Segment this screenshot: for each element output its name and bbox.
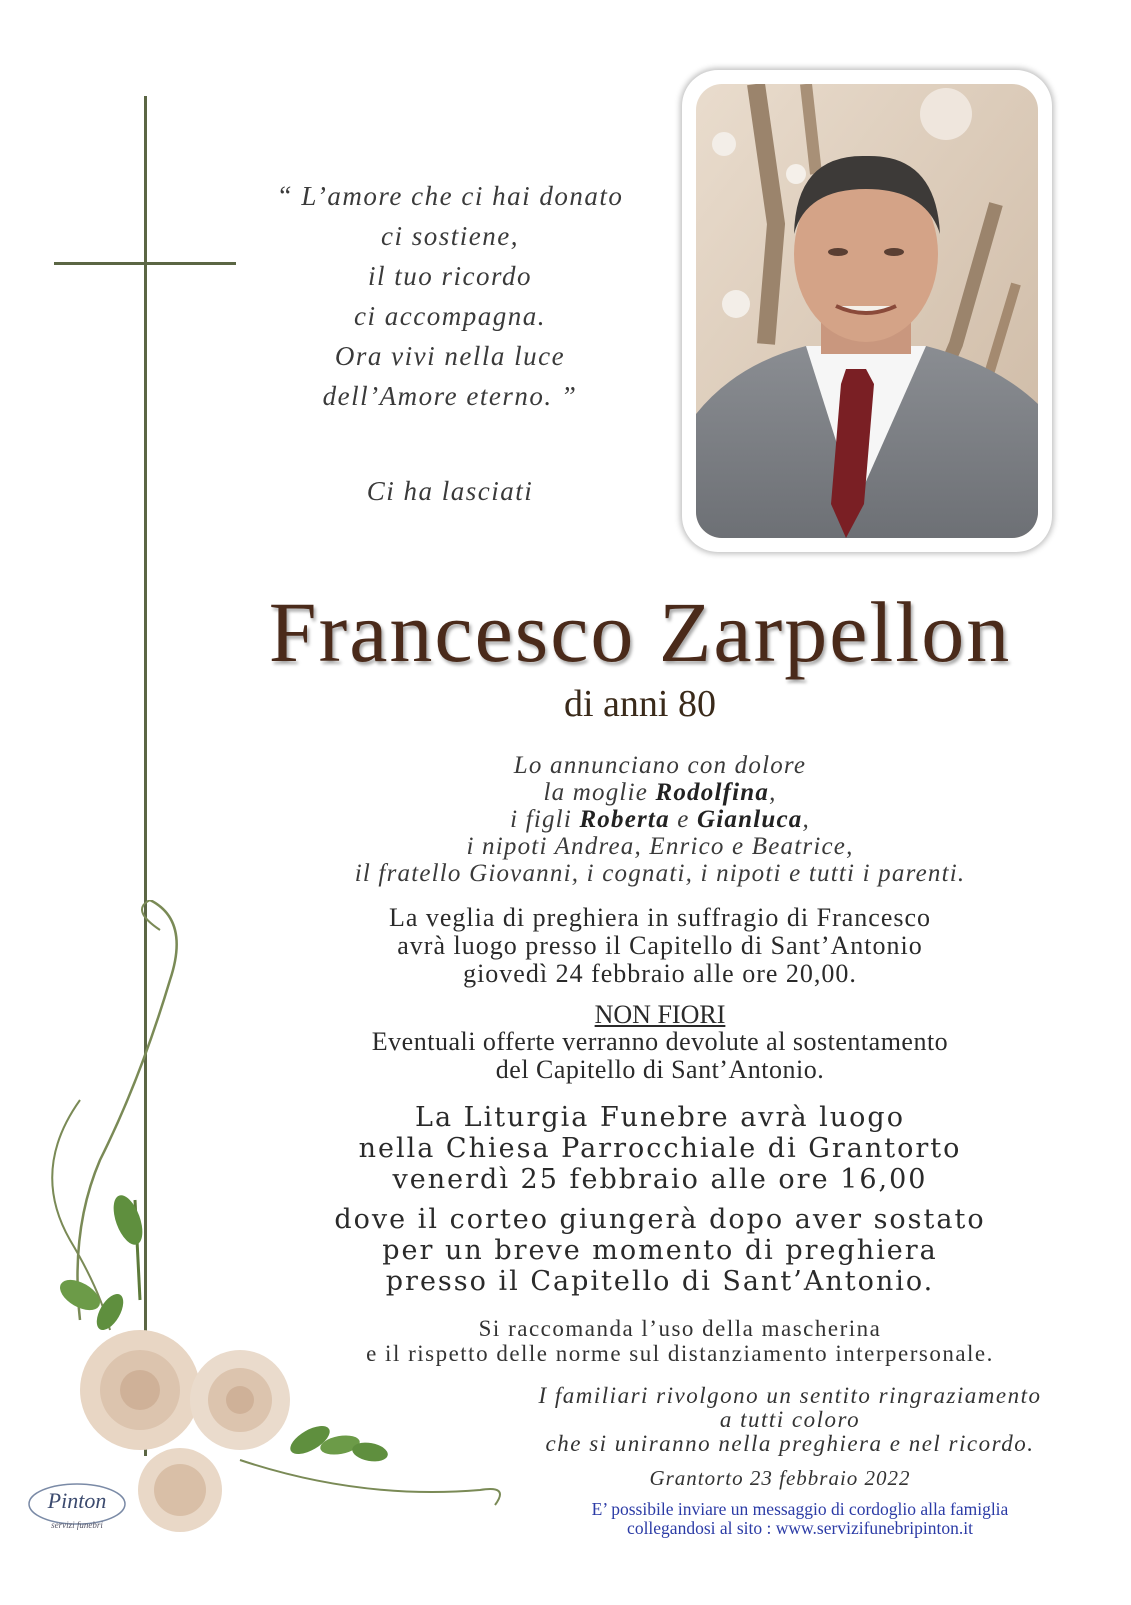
child-name: Gianluca: [697, 806, 803, 833]
no-flowers-heading: NON FIORI: [594, 1000, 726, 1029]
text: e: [669, 806, 697, 833]
left-us-text: Ci ha lasciati: [366, 476, 534, 506]
family-thanks: [460, 1384, 1120, 1456]
announce-line: il fratello Giovanni, i cognati, i nipoti e tutti i parenti.: [354, 860, 966, 887]
service-line: venerdì 25 febbraio alle ore 16,00: [392, 1164, 928, 1195]
text: ,: [802, 806, 810, 833]
quote-line: il tuo ricordo: [367, 261, 532, 291]
donations-line: del Capitello di Sant’Antonio.: [495, 1055, 825, 1084]
place-date: Grantorto 23 febbraio 2022: [649, 1466, 911, 1490]
svg-text:servizi funebri: servizi funebri: [51, 1520, 103, 1530]
message-line: E’ possibile inviare un messaggio di cordoglio alla famiglia: [591, 1499, 1009, 1519]
procession-line: presso il Capitello di Sant’Antonio.: [385, 1266, 935, 1297]
text: ,: [769, 779, 777, 806]
announce-line: [260, 779, 1060, 806]
quote-line: dell’Amore eterno. ”: [322, 381, 578, 411]
cross-horizontal: [54, 262, 236, 265]
procession-line: dove il corteo giungerà dopo aver sostato: [334, 1204, 986, 1235]
thanks-line: che si uniranno nella preghiera e nel ricordo.: [545, 1431, 1035, 1456]
donations-line: Eventuali offerte verranno devolute al sostentamento: [371, 1027, 949, 1056]
wife-name: Rodolfina: [655, 779, 770, 806]
child-name: Roberta: [579, 806, 670, 833]
vigil-line: avrà luogo presso il Capitello di Sant’Antonio: [397, 931, 923, 960]
pinton-logo: [22, 1476, 132, 1536]
announcement: [260, 752, 1060, 887]
text: i figli: [510, 806, 580, 833]
announce-line: i nipoti Andrea, Enrico e Beatrice,: [466, 833, 854, 860]
quote-line: Ora vivi nella luce: [334, 341, 566, 371]
announce-line: Lo annunciano con dolore: [513, 752, 807, 779]
website-link[interactable]: collegandosi al sito : www.servizifunebripinton.it: [627, 1518, 973, 1538]
condolence-message: [510, 1500, 1090, 1538]
mask-line: e il rispetto delle norme sul distanziamento interpersonale.: [366, 1341, 994, 1366]
portrait-photo: [696, 84, 1038, 538]
thanks-line: a tutti coloro: [719, 1407, 861, 1432]
mask-line: Si raccomanda l’uso della mascherina: [478, 1316, 882, 1341]
text: la moglie: [543, 779, 656, 806]
deceased-name: Francesco Zarpellon: [268, 584, 1012, 680]
memorial-quote: [240, 176, 660, 416]
procession-line: per un breve momento di preghiera: [382, 1235, 938, 1266]
quote-line: ci sostiene,: [381, 221, 519, 251]
thanks-line: I familiari rivolgono un sentito ringraziamento: [538, 1383, 1042, 1408]
svg-text:Pinton: Pinton: [47, 1488, 107, 1513]
service-line: nella Chiesa Parrocchiale di Grantorto: [358, 1133, 962, 1164]
vigil-line: giovedì 24 febbraio alle ore 20,00.: [463, 959, 857, 988]
announce-line: [260, 806, 1060, 833]
vigil-line: La veglia di preghiera in suffragio di Francesco: [388, 903, 932, 932]
service-line: La Liturgia Funebre avrà luogo: [415, 1102, 905, 1133]
quote-line: ci accompagna.: [354, 301, 546, 331]
deceased-age: di anni 80: [564, 683, 716, 725]
quote-line: “ L’amore che ci hai donato: [276, 181, 624, 211]
